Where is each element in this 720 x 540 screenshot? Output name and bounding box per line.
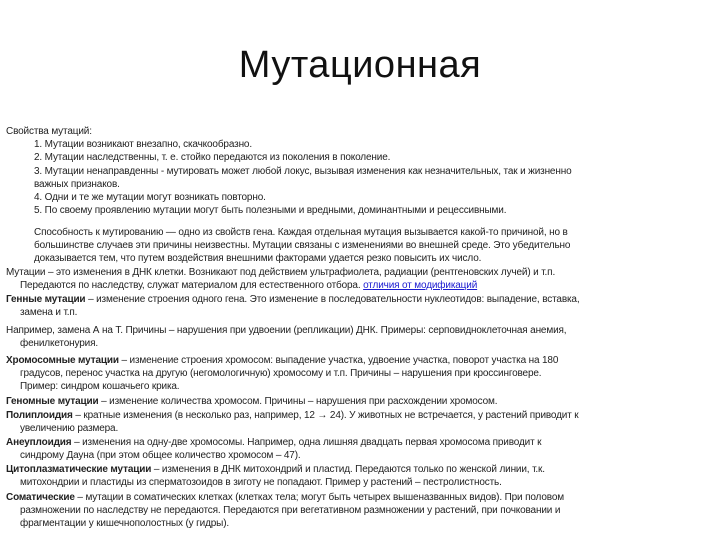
section-line xyxy=(6,337,566,350)
section-text: – кратные изменения (в несколько раз, например, 12 → 24). У животных не встречается, у растений приводит к xyxy=(72,410,579,421)
section-line xyxy=(6,354,558,367)
section-text: – мутации в соматических клетках (клетках тела; могут быть четырех вышеназванных видов). При половом xyxy=(74,492,564,503)
section-line xyxy=(6,380,558,393)
property-item-line: 1. Мутации возникают внезапно, скачкообразно. xyxy=(34,139,252,151)
property-item-line: важных признаков. xyxy=(34,178,120,190)
definition-text: Передаются по наследству, служат материалом для естественного отбора. xyxy=(20,280,361,292)
section-text: замена и т.п. xyxy=(20,307,78,319)
section-term: Хромосомные мутации xyxy=(6,355,119,366)
modifications-link[interactable]: отличия от модификаций xyxy=(363,280,478,292)
section-term: Генные мутации xyxy=(6,294,86,305)
section-line xyxy=(6,422,579,435)
slide-title: Мутационная xyxy=(238,44,482,86)
section-text: митохондрии и пластиды из сперматозоидов в зиготу не попадают. Пример у растений – пестролистность. xyxy=(20,477,502,489)
ability-line: большинстве случаев эти причины неизвестны. Мутации связаны с изменениями во внешней среде. Это убедительно xyxy=(34,240,571,252)
ability-line: доказывается тем, что путем воздействия внешними факторами удается резко повысить их число. xyxy=(34,253,482,265)
ability-paragraph xyxy=(6,226,570,266)
section-line xyxy=(6,463,545,476)
section-line xyxy=(6,395,497,408)
section-paragraph xyxy=(6,354,558,394)
section-paragraph xyxy=(6,491,564,531)
section-line xyxy=(6,504,564,517)
section-term: Геномные мутации xyxy=(6,396,99,407)
section-line xyxy=(6,491,564,504)
section-line xyxy=(6,517,564,530)
section-text: – изменение строения хромосом: выпадение участка, удвоение участка, поворот участка на 180 xyxy=(118,355,559,366)
property-item-line: 4. Одни и те же мутации могут возникать повторно. xyxy=(34,192,266,204)
section-text: синдрому Дауна (при этом общее количество хромосом – 47). xyxy=(20,450,301,462)
section-paragraph xyxy=(6,436,541,462)
property-item-line: 2. Мутации наследственны, т. е. стойко передаются из поколения в поколение. xyxy=(34,152,391,164)
section-paragraph xyxy=(6,324,566,350)
section-text: фенилкетонурия. xyxy=(20,338,98,350)
section-term: Анеуплоидия xyxy=(6,437,72,448)
section-text: Пример: синдром кошачьего крика. xyxy=(20,381,180,393)
properties-heading: Свойства мутаций: xyxy=(6,126,92,137)
section-paragraph xyxy=(6,395,497,408)
property-item-line: 5. По своему проявлению мутации могут быть полезными и вредными, доминантными и рецессивными. xyxy=(34,205,507,217)
section-line xyxy=(6,409,579,422)
definition-paragraph xyxy=(6,266,555,292)
ability-line: Способность к мутированию — одно из свойств гена. Каждая отдельная мутация вызывается какой-то причиной, но в xyxy=(34,227,568,238)
section-line xyxy=(6,293,579,306)
section-line xyxy=(6,476,545,489)
section-term: Цитоплазматические мутации xyxy=(6,464,152,475)
section-text: размножении по наследству не передаются. Передаются при вегетативном размножении у растений, при почковании и xyxy=(20,505,561,517)
section-paragraph xyxy=(6,463,545,489)
section-text: Например, замена А на Т. Причины – нарушения при удвоении (репликации) ДНК. Примеры: серповидноклеточная анемия, xyxy=(6,325,567,336)
section-line xyxy=(6,436,541,449)
section-term: Полиплоидия xyxy=(6,410,73,421)
properties-list xyxy=(6,125,572,217)
section-line xyxy=(6,367,558,380)
section-paragraph xyxy=(6,293,579,319)
section-text: увеличению размера. xyxy=(20,423,119,435)
definition-line xyxy=(6,279,555,292)
section-line xyxy=(6,449,541,462)
section-text: фрагментации у кишечнополостных (у гидры). xyxy=(20,518,230,530)
section-text: – изменение количества хромосом. Причины – нарушения при расхождении хромосом. xyxy=(98,396,498,407)
section-line xyxy=(6,306,579,319)
section-text: градусов, перенос участка на другую (негомологичную) хромосому и т.п. Причины – нарушения при кроссинговере. xyxy=(20,368,542,380)
section-paragraph xyxy=(6,409,579,435)
property-item-line: 3. Мутации ненаправденны - мутировать может любой локус, вызывая изменения как незначительных, так и жизненно xyxy=(34,165,572,177)
section-text: – изменения в ДНК митохондрий и пластид. Передаются только по женской линии, т.к. xyxy=(151,464,545,475)
section-term: Соматические xyxy=(6,492,75,503)
definition-line: Мутации – это изменения в ДНК клетки. Возникают под действием ультрафиолета, радиации (рентгеновских лучей) и т.п. xyxy=(6,267,556,278)
section-line xyxy=(6,324,566,337)
section-text: – изменения на одну-две хромосомы. Например, одна лишняя двадцать первая хромосома приводит к xyxy=(71,437,542,448)
section-text: – изменение строения одного гена. Это изменение в последовательности нуклеотидов: выпадение, вставка, xyxy=(85,294,580,305)
